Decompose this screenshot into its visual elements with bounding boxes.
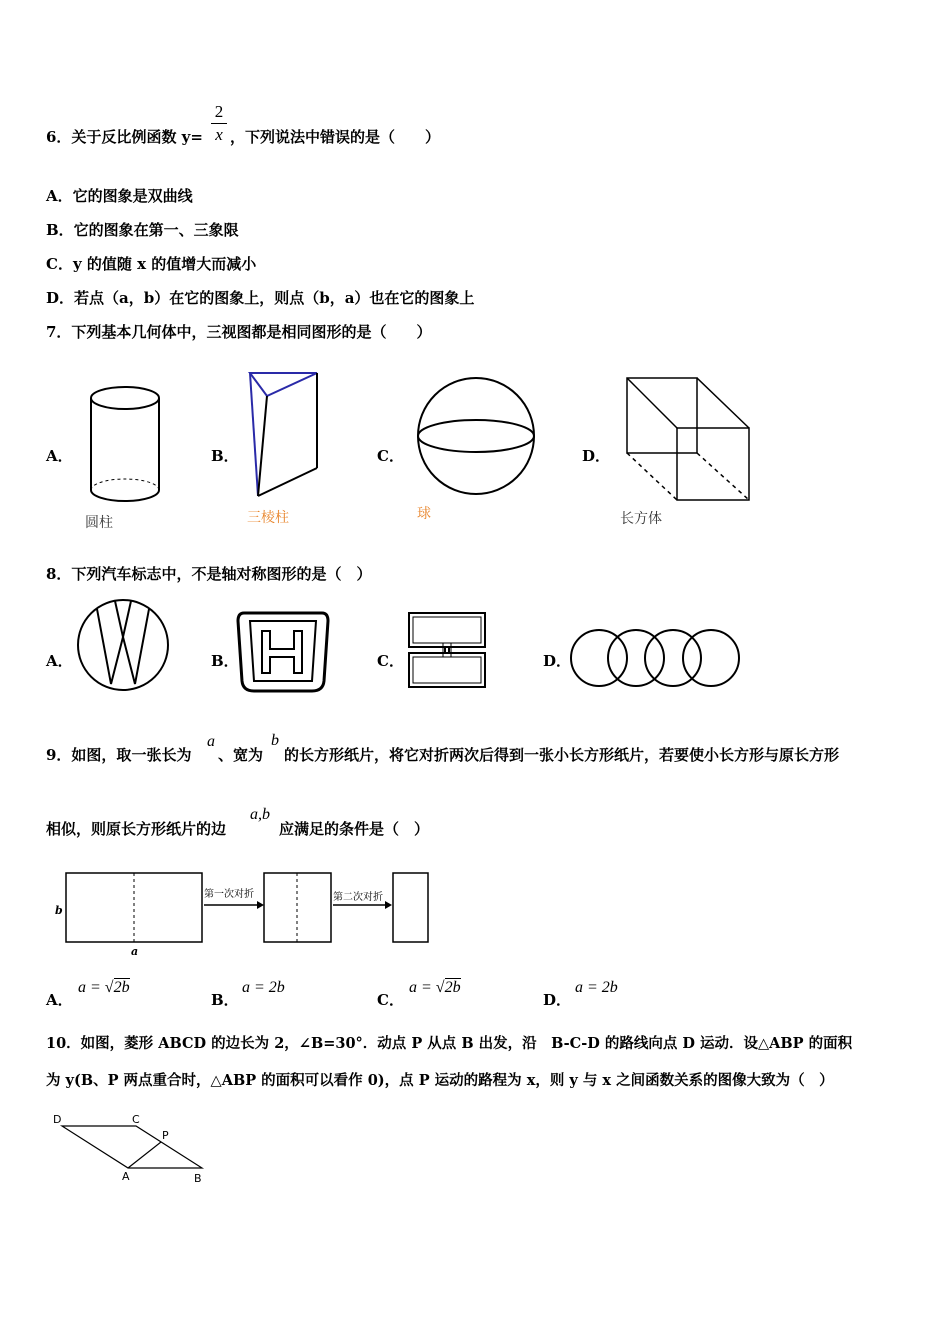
q9-label-d: D． [543, 991, 572, 1009]
cuboid-figure [622, 374, 757, 504]
q9-option-c-lhs: a = [409, 979, 436, 996]
q6-option-c: C．y 的值随 x 的值增大而减小 [46, 255, 257, 273]
q9-line1-b: 、宽为 [218, 746, 264, 764]
q9-var-b: b [271, 732, 279, 749]
q9-option-d [575, 979, 618, 997]
vw-logo-figure [77, 599, 172, 694]
q7-label-b: B． [211, 447, 239, 465]
point-d-label: D [53, 1113, 62, 1126]
q6-prefix: 6．关于反比例函数 y= [46, 128, 203, 146]
q9-fig-b-label: b [55, 904, 63, 917]
q9-var-a: a [207, 733, 215, 750]
q9-option-a-lhs: a = [78, 979, 105, 996]
q9-option-a-rhs: 2b [113, 979, 130, 996]
audi-logo-figure [569, 627, 744, 691]
q9-line2-b: 应满足的条件是（ ） [279, 820, 430, 838]
honda-logo-figure [236, 609, 331, 694]
q6-fraction [211, 102, 227, 145]
q10-line2: 为 y(B、P 两点重合时，△ABP 的面积可以看作 0)，点 P 运动的路程为 x，则 y 与 x 之间函数关系的图像大致为（ ） [46, 1072, 834, 1089]
q9-label-a: A． [46, 991, 73, 1009]
q9-option-c-rhs: 2b [444, 979, 461, 996]
q9-label-c: C． [377, 991, 404, 1009]
q6-suffix: ，下列说法中错误的是（ ） [230, 128, 441, 146]
paper-fold-figure [52, 865, 437, 960]
sqrt-icon: √ [104, 979, 114, 996]
chevrolet-like-logo-figure [407, 609, 489, 691]
q9-line2-a: 相似，则原长方形纸片的边 [46, 820, 227, 838]
q6-frac-num: 2 [214, 102, 224, 121]
q9-var-ab: a,b [250, 806, 270, 823]
q8-stem: 8．下列汽车标志中，不是轴对称图形的是（ ） [46, 565, 372, 583]
q9-line1-a: 9．如图，取一张长为 [46, 746, 192, 764]
q9-fold2-label: 第二次对折 [333, 892, 383, 903]
point-a-label: A [122, 1170, 130, 1183]
q7-caption-sphere: 球 [417, 506, 431, 522]
q7-label-c: C． [377, 447, 404, 465]
q9-option-b [242, 979, 285, 997]
q6-option-b: B．它的图象在第一、三象限 [46, 221, 239, 239]
q8-label-a: A． [46, 652, 73, 670]
q9-line1-c: 的长方形纸片，将它对折两次后得到一张小长方形纸片，若要使小长方形与原长方形 [284, 746, 840, 764]
point-c-label: C [132, 1113, 140, 1126]
q9-option-c [409, 979, 461, 997]
q7-stem: 7．下列基本几何体中，三视图都是相同图形的是（ ） [46, 323, 432, 341]
q9-option-b-lhs: a = 2b [242, 979, 285, 996]
q9-label-b: B． [211, 991, 239, 1009]
rhombus-figure [50, 1112, 210, 1187]
cylinder-figure [80, 380, 170, 510]
q8-label-b: B． [211, 652, 239, 670]
q7-label-a: A． [46, 447, 73, 465]
q6-option-a: A．它的图象是双曲线 [46, 187, 193, 205]
q6-frac-den: x [215, 125, 223, 144]
point-p-label: P [162, 1129, 169, 1142]
point-b-label: B [194, 1172, 202, 1185]
q8-label-c: C． [377, 652, 404, 670]
q9-option-a [78, 979, 130, 997]
q7-caption-cylinder: 圆柱 [85, 515, 113, 531]
q9-option-d-lhs: a = 2b [575, 979, 618, 996]
q6-frac-bar [211, 123, 227, 124]
sqrt-icon: √ [435, 979, 445, 996]
q8-label-d: D． [543, 652, 572, 670]
triangular-prism-figure [245, 368, 325, 503]
sphere-figure [415, 378, 540, 498]
q9-fig-a-label: a [131, 945, 139, 958]
q6-option-d: D．若点（a，b）在它的图象上，则点（b，a）也在它的图象上 [46, 289, 475, 307]
q7-label-d: D． [582, 447, 611, 465]
q7-caption-prism: 三棱柱 [247, 510, 289, 526]
q7-caption-cuboid: 长方体 [620, 511, 662, 527]
q9-fold1-label: 第一次对折 [204, 889, 254, 900]
q10-line1: 10．如图，菱形 ABCD 的边长为 2，∠B=30°．动点 P 从点 B 出发，沿 B-C-D 的路线向点 D 运动．设△ABP 的面积 [46, 1035, 853, 1052]
